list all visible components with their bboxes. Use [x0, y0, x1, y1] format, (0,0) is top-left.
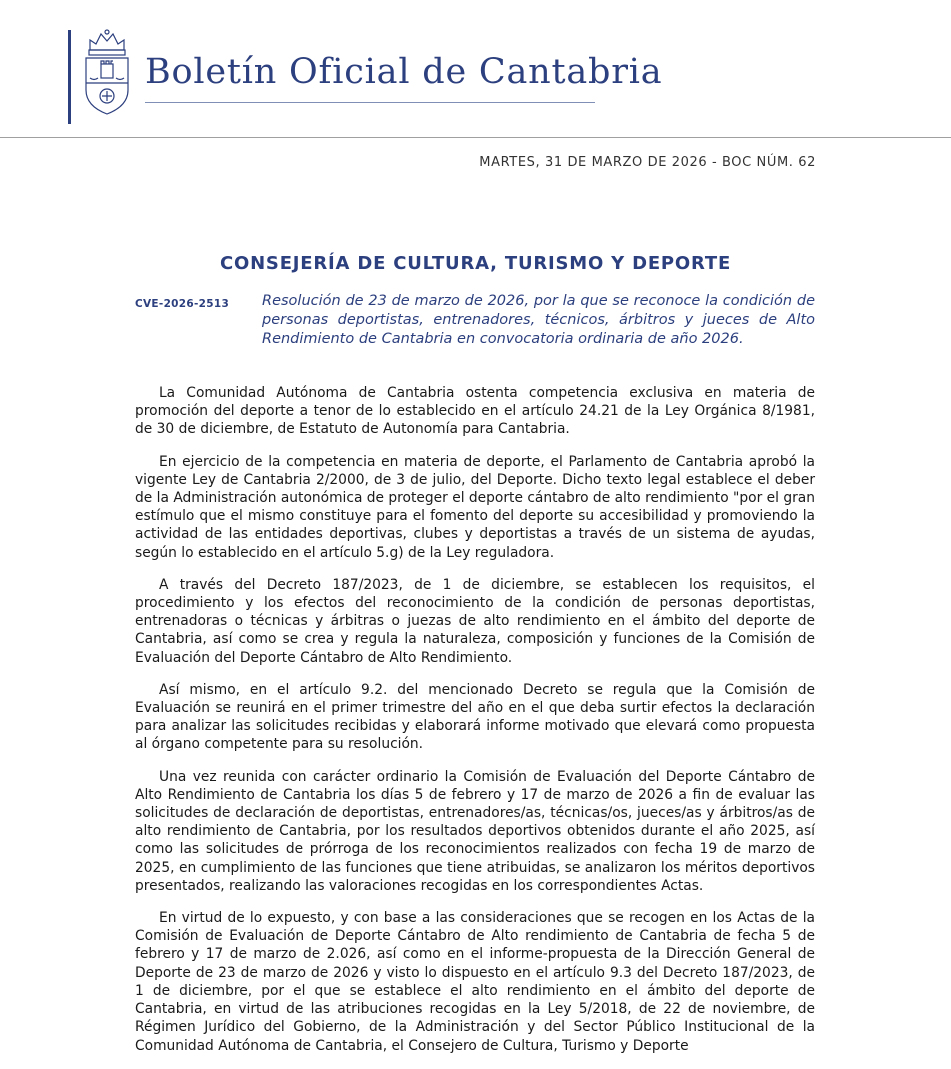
cantabria-coat-of-arms-icon — [80, 28, 134, 120]
body-paragraph: Una vez reunida con carácter ordinario la Comisión de Evaluación del Deporte Cántabro de Alto Rendimiento de Cantabria los días 5 de febrero y 17 de marzo de 2026 a fin de evaluar las solicitudes de declaración de deportistas, entrenadores/as, técnicas/os, jueces/as y árbitros/as de alto rendimiento de Cantabria, por los resultados deportivos obtenidos durante el año 2025, así como las solicitudes de prórroga de los reconocimientos realizados con fecha 19 de marzo de 2025, en cumplimiento de las funciones que tiene atribuidas, se analizaron los méritos deportivos presentados, realizando las valoraciones recogidas en los correspondientes Actas. — [135, 768, 815, 894]
issue-dateline: MARTES, 31 DE MARZO DE 2026 - BOC NÚM. 62 — [479, 155, 816, 170]
department-heading: CONSEJERÍA DE CULTURA, TURISMO Y DEPORTE — [219, 253, 732, 274]
body-paragraph: En ejercicio de la competencia en materia de deporte, el Parlamento de Cantabria aprobó la vigente Ley de Cantabria 2/2000, de 3 de julio, del Deporte. Dicho texto legal establece el deber de la Administración autonómica de proteger el deporte cántabro de alto rendimiento "por el gran estímulo que el mismo constituye para el fomento del deporte su accesibilidad y promoviendo la actividad de las entidades deportivas, clubes y deportistas a través de un sistema de ayudas, según lo establecido en el artículo 5.g) de la Ley reguladora. — [135, 453, 815, 561]
body-paragraph: En virtud de lo expuesto, y con base a las consideraciones que se recogen en los Actas de la Comisión de Evaluación de Deporte Cántabro de Alto rendimiento de Cantabria de fecha 5 de febrero y 17 de marzo de 2.026, así como en el informe-propuesta de la Dirección General de Deporte de 23 de marzo de 2026 y visto lo dispuesto en el artículo 9.3 del Decreto 187/2023, de 1 de diciembre, por el que se establece el alto rendimiento en el ámbito del deporte de Cantabria, en virtud de las atribuciones recogidas en la Ley 5/2018, de 22 de noviembre, de Régimen Jurídico del Gobierno, de la Administración y del Sector Público Institucional de la Comunidad Autónoma de Cantabria, el Consejero de Cultura, Turismo y Deporte — [135, 910, 815, 1054]
body-paragraph: Así mismo, en el artículo 9.2. del mencionado Decreto se regula que la Comisión de Evaluación se reunirá en el primer trimestre del año en el que deba surtir efectos la declaración para analizar las solicitudes recibidas y elaborará informe motivado que elevará como propuesta al órgano competente para su resolución. — [135, 681, 815, 753]
title-underline — [145, 102, 595, 103]
cve-code: CVE-2026-2513 — [135, 298, 230, 310]
publication-title: Boletín Oficial de Cantabria — [145, 52, 663, 92]
resolution-title: Resolución de 23 de marzo de 2026, por la que se reconoce la condición de personas deportistas, entrenadores, técnicos, árbitros y jueces de Alto Rendimiento de Cantabria en convocatoria ordinaria de año 2026. — [262, 293, 815, 347]
masthead — [0, 0, 951, 140]
header-divider — [0, 137, 951, 138]
body-paragraph: A través del Decreto 187/2023, de 1 de diciembre, se establecen los requisitos, el procedimiento y los efectos del reconocimiento de la condición de personas deportistas, entrenadoras o técnicas y árbitras o juezas de alto rendimiento en el ámbito del deporte de Cantabria, así como se crea y regula la naturaleza, composición y funciones de la Comisión de Evaluación del Deporte Cántabro de Alto Rendimiento. — [135, 576, 815, 666]
body-paragraph: La Comunidad Autónoma de Cantabria ostenta competencia exclusiva en materia de promoción del deporte a tenor de lo establecido en el artículo 24.21 de la Ley Orgánica 8/1981, de 30 de diciembre, de Estatuto de Autonomía para Cantabria. — [135, 385, 815, 438]
document-body — [135, 384, 815, 1069]
masthead-accent-bar — [68, 30, 71, 124]
